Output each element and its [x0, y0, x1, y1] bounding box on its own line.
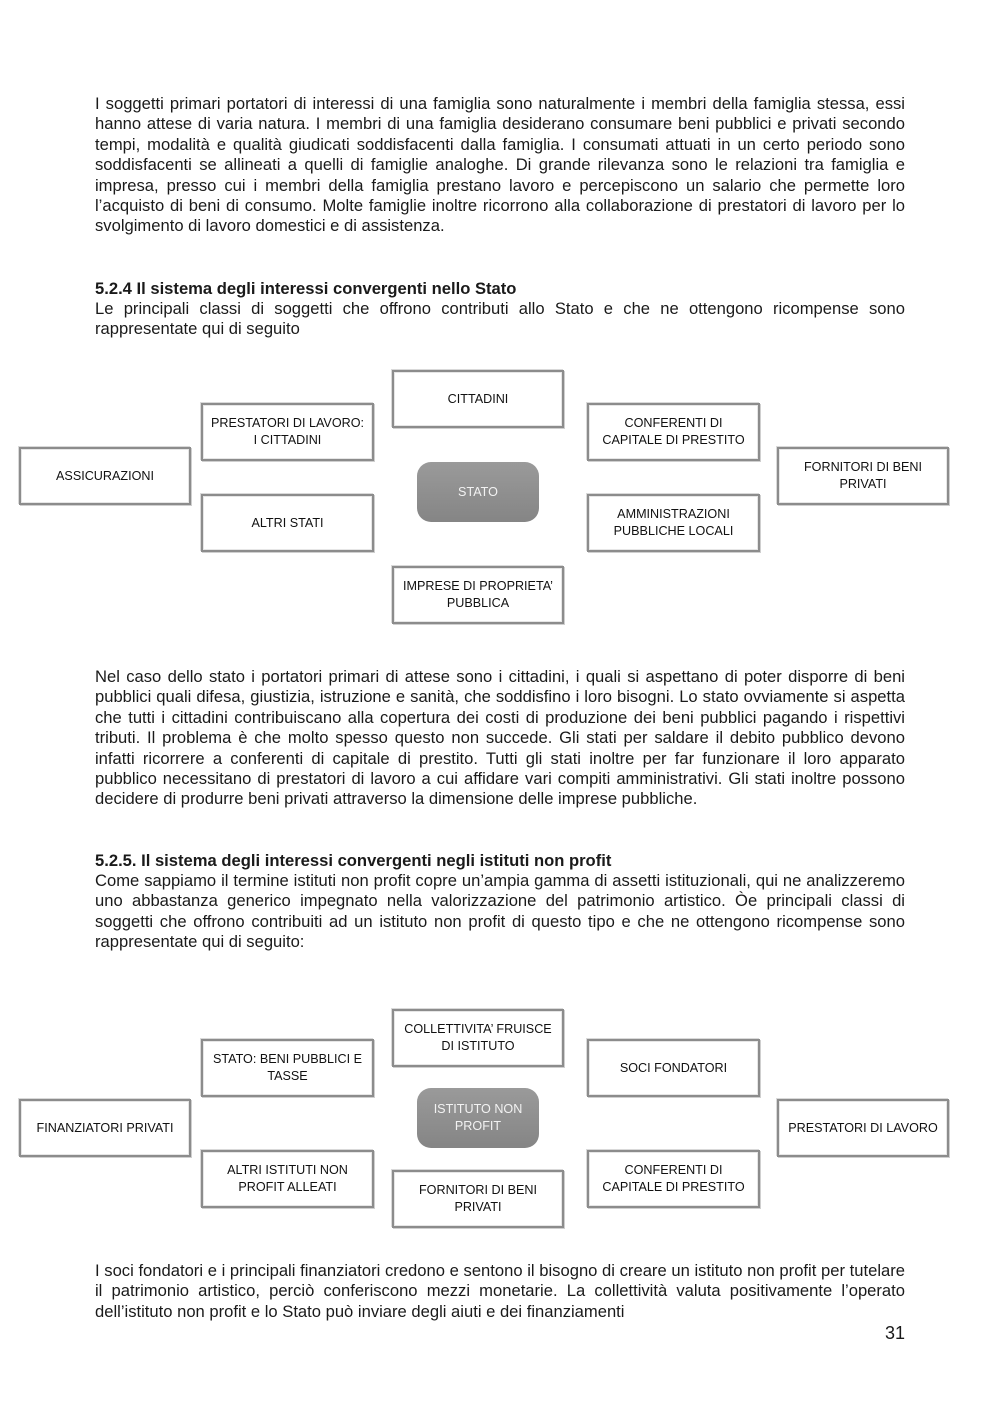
section-heading-stato: 5.2.4 Il sistema degli interessi convergenti nello Stato — [95, 279, 517, 298]
paragraph-stato-intro: Le principali classi di soggetti che offrono contributi allo Stato e che ne ottengono ricompense sono rappresentate qui di seguito — [95, 299, 905, 339]
box-assicurazioni: ASSICURAZIONI — [19, 447, 191, 505]
page-number: 31 — [884, 1323, 905, 1343]
box-altri-stati: ALTRI STATI — [201, 494, 374, 552]
box-prestatori-di-lavoro: PRESTATORI DI LAVORO: I CITTADINI — [201, 403, 374, 461]
paragraph-non-profit-intro: Come sappiamo il termine istituti non profit copre un’ampia gamma di assetti istituzionali, qui ne analizzeremo uno abbastanza generico impegnato nella valorizzazione del patrimonio artistico. Òe principali classi di soggetti che offrono contribuiti ad un istituto non profit di questo tipo e che ne ottengono ricompense sono rappresentate qui di seguito: — [95, 871, 905, 952]
paragraph-soci-fondatori: I soci fondatori e i principali finanziatori credono e sentono il bisogno di creare un istituto non profit per tutelare il patrimonio artistico, perciò conferiscono mezzi monetarie. La collettività valuta positivamente l’operato dell’istituto non profit e lo Stato può inviare degli aiuti e dei finanziamenti — [95, 1261, 905, 1321]
box-collettivita: COLLETTIVITA’ FRUISCE DI ISTITUTO — [392, 1009, 564, 1067]
center-istituto-non-profit: ISTITUTO NON PROFIT — [417, 1088, 539, 1148]
box-imprese-pubbliche: IMPRESE DI PROPRIETA’ PUBBLICA — [392, 566, 564, 624]
box-conferenti-capitale: CONFERENTI DI CAPITALE DI PRESTITO — [587, 1150, 760, 1208]
box-conferenti-capitale: CONFERENTI DI CAPITALE DI PRESTITO — [587, 403, 760, 461]
box-cittadini: CITTADINI — [392, 370, 564, 428]
paragraph-stato-analisi: Nel caso dello stato i portatori primari di attese sono i cittadini, i quali si aspettano di poter disporre di beni pubblici quali difesa, giustizia, istruzione e sanità, che soddisfino i loro bisogni. Lo stato ovviamente si aspetta che tutti i cittadini contribuiscano alla copertura dei costi di produzione dei beni pubblici pagando i rispettivi tributi. Il problema è che molto spesso questo non succede. Gli stati per saldare il debito pubblico devono infatti ricorrere a conferenti di capitale di prestito. Tutti gli stati inoltre per far funzionare il loro apparato pubblico necessitano di prestatori di lavoro a cui affidare vari compiti amministrativi. Gli stati inoltre possono decidere di produrre beni privati attraverso la dimensione delle imprese pubbliche. — [95, 667, 905, 809]
box-finanziatori-privati: FINANZIATORI PRIVATI — [19, 1099, 191, 1157]
box-soci-fondatori: SOCI FONDATORI — [587, 1039, 760, 1097]
paragraph-famiglia: I soggetti primari portatori di interessi di una famiglia sono naturalmente i membri della famiglia stessa, essi hanno attese di varia natura. I membri di una famiglia desiderano consumare beni pubblici e privati secondo tempi, modalità e qualità giudicati soddisfacenti dalla famiglia. I consumati attuati in un certo periodo sono soddisfacenti se allineati a quelli di famiglie analoghe. Di grande rilevanza sono le relazioni tra famiglia e impresa, presso cui i membri della famiglia prestano lavoro e percepiscono un salario che permette loro l’acquisto di beni di consumo. Molte famiglie inoltre ricorrono alla collaborazione di prestatori di lavoro per lo svolgimento di lavoro domestici e di assistenza. — [95, 94, 905, 236]
section-heading-non-profit: 5.2.5. Il sistema degli interessi convergenti negli istituti non profit — [95, 851, 612, 870]
center-stato: STATO — [417, 462, 539, 522]
box-altri-istituti-alleati: ALTRI ISTITUTI NON PROFIT ALLEATI — [201, 1150, 374, 1208]
box-fornitori-beni-privati: FORNITORI DI BENI PRIVATI — [777, 447, 949, 505]
box-stato-beni-pubblici: STATO: BENI PUBBLICI E TASSE — [201, 1039, 374, 1097]
box-prestatori-di-lavoro: PRESTATORI DI LAVORO — [777, 1099, 949, 1157]
box-fornitori-beni-privati: FORNITORI DI BENI PRIVATI — [392, 1170, 564, 1228]
box-amministrazioni-locali: AMMINISTRAZIONI PUBBLICHE LOCALI — [587, 494, 760, 552]
